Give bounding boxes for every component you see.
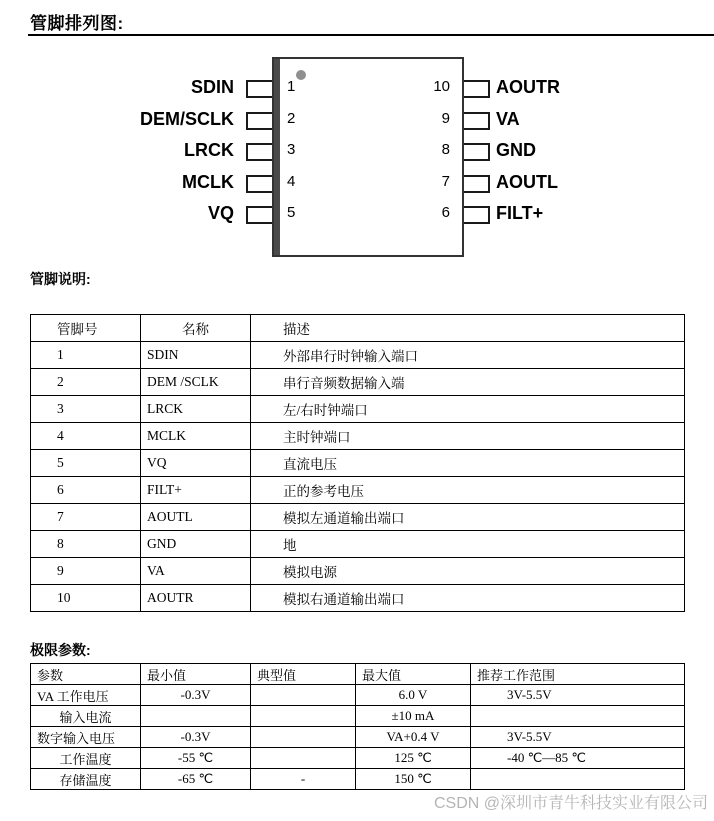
pin-table-header-row xyxy=(31,315,685,342)
pin-table-row xyxy=(31,369,685,396)
pin-label-sdin: SDIN xyxy=(190,77,234,97)
pin-table-row xyxy=(31,531,685,558)
pin-desc-cell: 主时钟端口 xyxy=(251,423,685,450)
pin-number-7: 7 xyxy=(441,172,450,190)
pin-table-row xyxy=(31,585,685,612)
pin-number-cell: 8 xyxy=(31,531,141,558)
limit-table-header: 典型值 xyxy=(251,664,356,685)
min-value-cell: -55 ℃ xyxy=(141,748,251,769)
pin-number-6: 6 xyxy=(441,204,450,221)
pin-label-dem-sclk: DEM/SCLK xyxy=(140,108,234,129)
pin-table-row xyxy=(31,450,685,477)
limit-table-header: 最小值 xyxy=(141,664,251,685)
pin-number-cell: 6 xyxy=(31,477,141,504)
pin-label-mclk: MCLK xyxy=(182,171,234,192)
typical-value-cell: - xyxy=(251,769,356,790)
limit-table-header-row xyxy=(31,664,685,685)
pin-table-header: 描述 xyxy=(251,315,685,342)
recommended-range-cell xyxy=(471,769,685,790)
pin-name-cell: LRCK xyxy=(141,396,251,423)
limit-table-row xyxy=(31,727,685,748)
recommended-range-cell: 3V-5.5V xyxy=(471,727,685,748)
pin-label-lrck: LRCK xyxy=(184,140,234,160)
pin-label-aoutr: AOUTR xyxy=(496,77,560,97)
pin-table-row xyxy=(31,342,685,369)
pin-name-cell: GND xyxy=(141,531,251,558)
pin-desc-cell: 模拟左通道输出端口 xyxy=(251,504,685,531)
max-value-cell: 6.0 V xyxy=(356,685,471,706)
pin-number-3: 3 xyxy=(287,141,296,158)
pin-number-9: 9 xyxy=(441,109,450,127)
pin-number-4: 4 xyxy=(287,172,296,190)
limit-table-row xyxy=(31,748,685,769)
pin-number-cell: 10 xyxy=(31,585,141,612)
pin-name-cell: VQ xyxy=(141,450,251,477)
pin-number-cell: 9 xyxy=(31,558,141,585)
max-value-cell: VA+0.4 V xyxy=(356,727,471,748)
watermark-text: CSDN @深圳市青牛科技实业有限公司 xyxy=(433,795,708,812)
limit-table-header: 最大值 xyxy=(356,664,471,685)
section-title-pin-description: 管脚说明: xyxy=(30,271,91,287)
pin-desc-cell: 模拟电源 xyxy=(251,558,685,585)
pin-name-cell: AOUTL xyxy=(141,504,251,531)
pin-desc-cell: 外部串行时钟输入端口 xyxy=(251,342,685,369)
pin-number-8: 8 xyxy=(441,141,450,158)
pin-table-header: 名称 xyxy=(141,315,251,342)
pin-name-cell: MCLK xyxy=(141,423,251,450)
typical-value-cell xyxy=(251,727,356,748)
pin-number-cell: 1 xyxy=(31,342,141,369)
pin-table-row xyxy=(31,558,685,585)
pin-number-cell: 5 xyxy=(31,450,141,477)
max-value-cell: 150 ℃ xyxy=(356,769,471,790)
pin-number-cell: 2 xyxy=(31,369,141,396)
limit-table-row xyxy=(31,706,685,727)
pin-number-1: 1 xyxy=(287,78,296,95)
param-cell: VA 工作电压 xyxy=(31,685,141,706)
pin-label-filt: FILT+ xyxy=(496,203,544,223)
pin-number-cell: 7 xyxy=(31,504,141,531)
pin-desc-cell: 左/右时钟端口 xyxy=(251,396,685,423)
title-divider xyxy=(28,34,714,36)
limit-table-header: 参数 xyxy=(31,664,141,685)
pin-name-cell: SDIN xyxy=(141,342,251,369)
param-cell: 工作温度 xyxy=(31,748,141,769)
pin-name-cell: AOUTR xyxy=(141,585,251,612)
pin-name-cell: FILT+ xyxy=(141,477,251,504)
pin-desc-cell: 正的参考电压 xyxy=(251,477,685,504)
param-cell: 数字输入电压 xyxy=(31,727,141,748)
typical-value-cell xyxy=(251,706,356,727)
pin-label-gnd: GND xyxy=(496,140,536,160)
pin-table-header: 管脚号 xyxy=(31,315,141,342)
chip-left-edge xyxy=(274,59,280,255)
pin-name-cell: VA xyxy=(141,558,251,585)
max-value-cell: ±10 mA xyxy=(356,706,471,727)
section-title-limit-params: 极限参数: xyxy=(30,642,91,658)
recommended-range-cell xyxy=(471,706,685,727)
limit-table-row xyxy=(31,769,685,790)
param-cell: 存储温度 xyxy=(31,769,141,790)
pin-table-row xyxy=(31,504,685,531)
pin-number-10: 10 xyxy=(433,78,450,95)
limit-table-row xyxy=(31,685,685,706)
min-value-cell: -0.3V xyxy=(141,727,251,748)
page-title: 管脚排列图: xyxy=(30,14,124,33)
recommended-range-cell: 3V-5.5V xyxy=(471,685,685,706)
min-value-cell: -0.3V xyxy=(141,685,251,706)
pin-table-row xyxy=(31,396,685,423)
min-value-cell: -65 ℃ xyxy=(141,769,251,790)
typical-value-cell xyxy=(251,748,356,769)
pin-desc-cell: 模拟右通道输出端口 xyxy=(251,585,685,612)
pin-table-row xyxy=(31,423,685,450)
pin-label-va: VA xyxy=(496,108,520,129)
pin-name-cell: DEM /SCLK xyxy=(141,369,251,396)
pin-description-table xyxy=(30,314,685,612)
max-value-cell: 125 ℃ xyxy=(356,748,471,769)
pin1-marker-dot xyxy=(296,70,306,80)
typical-value-cell xyxy=(251,685,356,706)
pin-desc-cell: 地 xyxy=(251,531,685,558)
pin-label-aoutl: AOUTL xyxy=(496,171,558,192)
pin-number-cell: 4 xyxy=(31,423,141,450)
pin-label-vq: VQ xyxy=(207,203,234,223)
pin-number-5: 5 xyxy=(287,204,296,221)
recommended-range-cell: -40 ℃—85 ℃ xyxy=(471,748,685,769)
pin-desc-cell: 直流电压 xyxy=(251,450,685,477)
param-cell: 输入电流 xyxy=(31,706,141,727)
pin-table-row xyxy=(31,477,685,504)
limit-params-table xyxy=(30,663,685,790)
pin-number-2: 2 xyxy=(287,109,296,127)
pin-number-cell: 3 xyxy=(31,396,141,423)
pin-desc-cell: 串行音频数据输入端 xyxy=(251,369,685,396)
min-value-cell xyxy=(141,706,251,727)
limit-table-header: 推荐工作范围 xyxy=(471,664,685,685)
